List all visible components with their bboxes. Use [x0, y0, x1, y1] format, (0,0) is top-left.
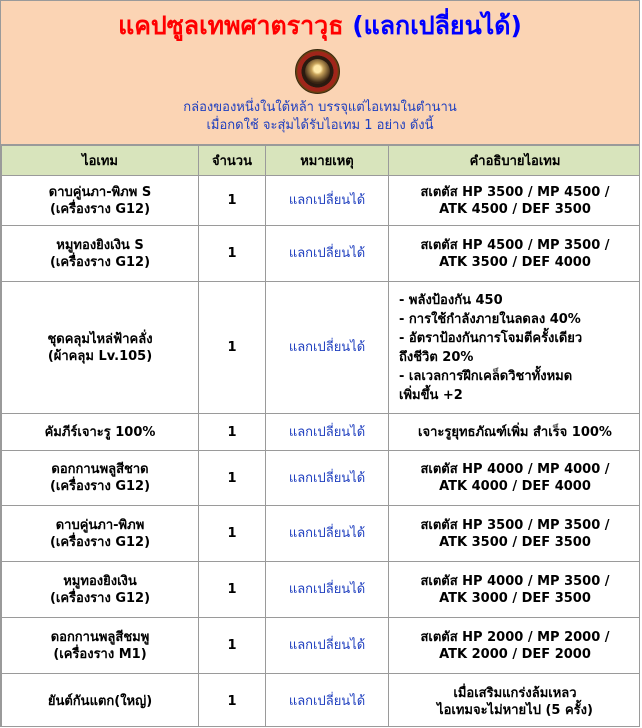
quantity-cell: 1: [199, 226, 266, 282]
item-name-line: หมูทองยิงเงิน: [63, 573, 137, 589]
item-name-cell: [2, 414, 199, 451]
column-header-item: ไอเทม: [2, 146, 199, 176]
description-cell: [389, 674, 641, 728]
table-row: [2, 176, 641, 226]
capsule-description: [1, 99, 639, 135]
description-line: - อัตราป้องกันการโจมตีครั้งเดียว: [399, 330, 583, 346]
description-line: สเตตัส HP 4500 / MP 3500 /: [420, 237, 610, 253]
quantity-cell: 1: [199, 506, 266, 562]
item-name-line: (เครื่องราง G12): [49, 201, 151, 217]
note-cell: แลกเปลี่ยนได้: [266, 506, 389, 562]
note-cell: แลกเปลี่ยนได้: [266, 562, 389, 618]
column-header-description: คำอธิบายไอเทม: [389, 146, 641, 176]
quantity-cell: 1: [199, 674, 266, 728]
description-line: เมื่อเสริมแกร่งล้มเหลว: [453, 685, 577, 701]
quantity-cell: 1: [199, 414, 266, 451]
item-name-line: หมูทองยิงเงิน S: [56, 237, 144, 253]
description-line: ATK 4500 / DEF 3500: [439, 201, 591, 217]
title-tradable: (แลกเปลี่ยนได้): [352, 11, 522, 40]
item-name-line: (เครื่องราง G12): [49, 254, 151, 270]
table-body: [2, 176, 641, 728]
note-cell: แลกเปลี่ยนได้: [266, 618, 389, 674]
page-title: [1, 1, 639, 42]
description-cell: [389, 618, 641, 674]
item-name-line: (เครื่องราง G12): [49, 534, 151, 550]
note-cell: แลกเปลี่ยนได้: [266, 282, 389, 414]
description-line: ATK 3500 / DEF 3500: [439, 534, 591, 550]
table-row: [2, 618, 641, 674]
description-line: เจาะรูยุทธภัณฑ์เพิ่ม สำเร็จ 100%: [418, 424, 612, 440]
description-line: ไอเทมจะไม่หายไป (5 ครั้ง): [437, 702, 593, 718]
table-row: [2, 674, 641, 728]
description-line: เมื่อกดใช้ จะสุ่มได้รับไอเทม 1 อย่าง ดังนี้: [206, 118, 434, 133]
item-name-cell: [2, 618, 199, 674]
description-line: ATK 3500 / DEF 4000: [439, 254, 591, 270]
description-cell: [389, 176, 641, 226]
description-line: ATK 4000 / DEF 4000: [439, 479, 591, 494]
description-line: - พลังป้องกัน 450: [399, 292, 503, 308]
note-cell: แลกเปลี่ยนได้: [266, 176, 389, 226]
description-line: - การใช้กำลังภายในลดลง 40%: [399, 311, 581, 327]
table-row: [2, 282, 641, 414]
description-line: สเตตัส HP 3500 / MP 4500 /: [420, 184, 610, 200]
item-name-line: (ผ้าคลุม Lv.105): [47, 348, 153, 364]
item-name-cell: [2, 674, 199, 728]
table-row: [2, 562, 641, 618]
description-line: กล่องของหนึ่งในใต้หล้า บรรจุแต่ไอเทมในตำนาน: [183, 100, 457, 115]
capsule-header: [1, 1, 639, 145]
table-row: [2, 226, 641, 282]
item-name-line: (เครื่องราง G12): [49, 479, 151, 494]
quantity-cell: 1: [199, 282, 266, 414]
description-line: สเตตัส HP 3500 / MP 3500 /: [420, 517, 610, 533]
item-name-line: ยันต์กันแตก(ใหญ่): [47, 694, 153, 709]
description-line: สเตตัส HP 4000 / MP 3500 /: [420, 573, 610, 589]
item-name-cell: [2, 226, 199, 282]
column-header-qty: จำนวน: [199, 146, 266, 176]
item-name-line: ดาบคู่นภา-พิภพ: [55, 517, 145, 533]
description-cell: [389, 414, 641, 451]
capsule-emblem-icon: [295, 49, 340, 94]
item-name-line: ดาบคู่นภา-พิภพ S: [48, 184, 152, 200]
item-name-line: ดอกกานพลูสีชาด: [51, 462, 149, 477]
item-table: [1, 145, 640, 727]
quantity-cell: 1: [199, 618, 266, 674]
item-name-cell: [2, 451, 199, 506]
note-cell: แลกเปลี่ยนได้: [266, 226, 389, 282]
description-line: ATK 3000 / DEF 3500: [439, 590, 591, 606]
column-header-note: หมายเหตุ: [266, 146, 389, 176]
item-name-cell: [2, 176, 199, 226]
table-row: [2, 414, 641, 451]
table-header-row: [2, 146, 641, 176]
description-line: สเตตัส HP 2000 / MP 2000 /: [420, 629, 610, 645]
item-name-cell: [2, 506, 199, 562]
description-line: สเตตัส HP 4000 / MP 4000 /: [420, 462, 610, 477]
note-cell: แลกเปลี่ยนได้: [266, 451, 389, 506]
item-name-cell: [2, 282, 199, 414]
note-cell: แลกเปลี่ยนได้: [266, 414, 389, 451]
item-name-line: คัมภีร์เจาะรู 100%: [44, 424, 156, 440]
description-cell: [389, 562, 641, 618]
description-line: ATK 2000 / DEF 2000: [439, 646, 591, 662]
quantity-cell: 1: [199, 176, 266, 226]
quantity-cell: 1: [199, 562, 266, 618]
item-name-line: (เครื่องราง G12): [49, 590, 151, 606]
description-line: - เลเวลการฝึกเคล็ดวิชาทั้งหมด: [399, 368, 573, 384]
description-line: ถึงชีวิต 20%: [399, 349, 474, 365]
description-cell: [389, 226, 641, 282]
description-cell: [389, 282, 641, 414]
item-name-line: (เครื่องราง M1): [53, 646, 147, 662]
title-main: แคปซูลเทพศาตราวุธ: [118, 11, 344, 40]
description-line: เพิ่มขึ้น +2: [399, 387, 463, 403]
note-cell: แลกเปลี่ยนได้: [266, 674, 389, 728]
description-cell: [389, 451, 641, 506]
item-name-line: ดอกกานพลูสีชมพู: [50, 629, 150, 645]
description-cell: [389, 506, 641, 562]
item-name-line: ชุดคลุมไหล่ฟ้าคลั่ง: [47, 331, 153, 347]
table-row: [2, 451, 641, 506]
quantity-cell: 1: [199, 451, 266, 506]
table-row: [2, 506, 641, 562]
item-name-cell: [2, 562, 199, 618]
